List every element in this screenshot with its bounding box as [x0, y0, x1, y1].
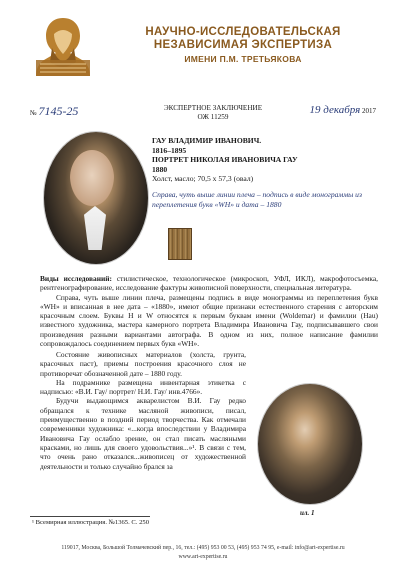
paragraph-1: Справа, чуть выше линии плеча, размещены подпись в виде монограммы из переплетения букв «WH» и вписанная в нее дата – «1880», имеют общие признаки естественного старения с авторским красочным слоем. Буквы H и W относятся к первым буквам имени (Woldemar) и фамилии (Hau) известного художника, мастера камерного портрета Владимира Ивановича Гау, подписывавшего свои произведения разными вариантами автографа. В одном из них, полное написание фамилии сопровождалось соединением первых букв «WH». [40, 292, 378, 349]
footnote-divider [30, 516, 150, 517]
artwork-medium: Холст, масло; 70,5 х 57,3 (овал) [152, 174, 254, 184]
document-number-value: 7145-25 [38, 104, 79, 118]
expertise-logo [30, 14, 96, 80]
org-line-3: ИМЕНИ П.М. ТРЕТЬЯКОВА [184, 54, 302, 64]
portrait-face [70, 150, 114, 206]
artist-years: 1816–1895 [152, 145, 187, 155]
figure-caption: ил. 1 [300, 509, 315, 517]
research-label: Виды исследований: [40, 274, 112, 283]
org-line-2: НЕЗАВИСИМАЯ ЭКСПЕРТИЗА [153, 39, 333, 51]
paragraph-2: Состояние живописных материалов (холста, грунта, красочных паст), приемы построения красочного слоя не противоречат обозначенной дате – 1880 году. [40, 350, 246, 378]
paragraph-4: Будучи выдающимся акварелистом В.И. Гау редко обращался к технике масляной живописи, писал, преимущественно в поздний период творчества. Как отмечали современники художника: «...когда впоследствии у Владимира Ивановича Гау ослабло зрение, он стал писать масляными красками, но лишь для своего удовольствия...»¹. В связи с тем, что очень рано отказался...живописец от художественной деятельности и только случайно брался за [40, 396, 246, 471]
document-date: 19 декабря 2017 [309, 104, 376, 116]
org-line-1: НАУЧНО-ИССЛЕДОВАТЕЛЬСКАЯ [145, 26, 341, 38]
page-footer [24, 544, 382, 561]
monogram-detail-image [168, 228, 192, 260]
artwork-info [152, 136, 378, 209]
artist-name: ГАУ ВЛАДИМИР ИВАНОВИЧ. [152, 136, 262, 145]
footer-website: www.art-expertise.ru [178, 553, 228, 560]
footer-address: 119017, Москва, Большой Толмачевский пер., 16, тел.: (495) 953 00 53, (495) 953 74 95, e-mail: info@art-expertise.ru [61, 545, 345, 551]
document-title: ЭКСПЕРТНОЕ ЗАКЛЮЧЕНИЕ ОЖ 11259 [163, 104, 263, 121]
document-number: № 7145-25 [30, 104, 79, 118]
body-column [40, 350, 246, 471]
signature-note: Справа, чуть выше линии плеча – подпись в виде монограммы из переплетения букв «WH» и дата – 1880 [152, 189, 362, 209]
research-text: стилистическое, технологическое (микроскоп, УФЛ, ИКЛ), макрофотосъемка, рентгенографирование, исследование фактуры живописной поверхности, специальная литература. [40, 274, 378, 293]
artwork-title: ПОРТРЕТ НИКОЛАЯ ИВАНОВИЧА ГАУ [152, 155, 298, 165]
paragraph-3: На подрамнике размещена инвентарная этикетка с надписью: «В.И. Гау/ портрет/ Н.И. Гау/ инв.4766». [40, 377, 246, 397]
research-paragraph [40, 274, 378, 293]
body-top [40, 274, 378, 348]
portrait-image-figure [258, 384, 362, 504]
artwork-year: 1880 [152, 164, 168, 174]
organization-name [118, 26, 368, 65]
footnote: ¹ Всемирная иллюстрация. №1365. С. 250 [32, 519, 149, 526]
